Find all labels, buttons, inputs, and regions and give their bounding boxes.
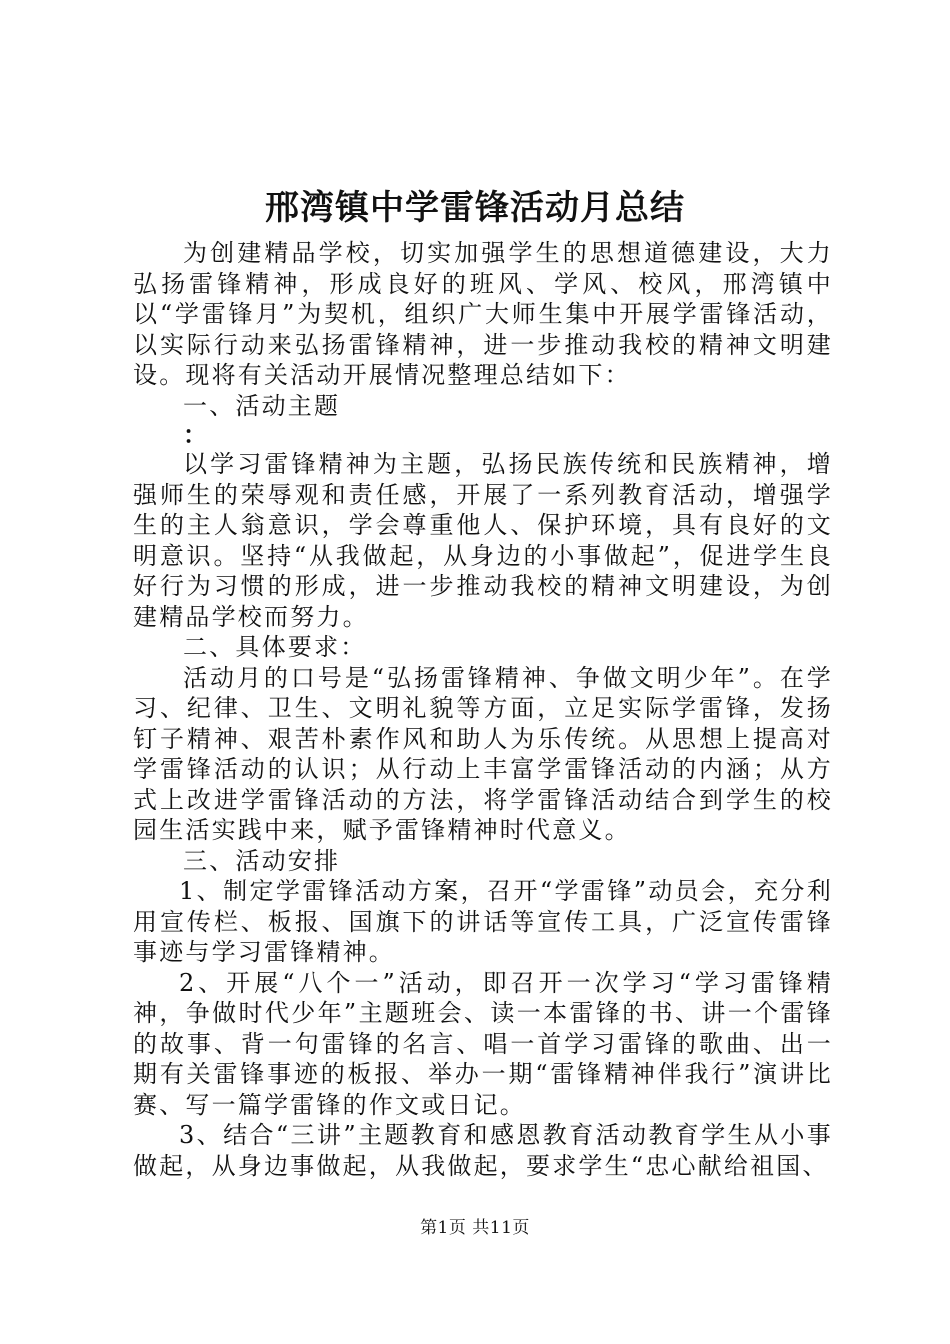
requirements-paragraph: 活动月的口号是“弘扬雷锋精神、争做文明少年”。在学习、纪律、卫生、文明礼貌等方面，立足实际学雷锋，发扬钉子精神、艰苦朴素作风和助人为乐传统。从思想上提高对学雷锋活动的认识；从行动上丰富学雷锋活动的内涵；从方式上改进学雷锋活动的方法，将学雷锋活动结合到学生的校园生活实践中来，赋予雷锋精神时代意义。 <box>133 663 833 844</box>
section-heading-arrangement: 三、活动安排 <box>183 846 341 875</box>
section-heading-theme: 一、活动主题 <box>183 391 341 420</box>
page-number-footer: 第1页 共11页 <box>420 1218 530 1238</box>
section-heading-colon: ： <box>183 420 207 449</box>
section-heading-requirements: 二、具体要求： <box>183 633 367 661</box>
intro-paragraph: 为创建精品学校，切实加强学生的思想道德建设，大力弘扬雷锋精神，形成良好的班风、学风、校风，邢湾镇中以“学雷锋月”为契机，组织广大师生集中开展学雷锋活动，以实际行动来弘扬雷锋精神，进一步推动我校的精神文明建设。现将有关活动开展情况整理总结如下： <box>133 239 833 389</box>
arrangement-item-1: 1、制定学雷锋活动方案，召开“学雷锋”动员会，充分利用宣传栏、板报、国旗下的讲话等宣传工具，广泛宣传雷锋事迹与学习雷锋精神。 <box>133 877 833 966</box>
document-body <box>133 238 833 1181</box>
theme-paragraph: 以学习雷锋精神为主题，弘扬民族传统和民族精神，增强师生的荣辱观和责任感，开展了一系列教育活动，增强学生的主人翁意识，学会尊重他人、保护环境，具有良好的文明意识。坚持“从我做起，从身边的小事做起”，促进学生良好行为习惯的形成，进一步推动我校的精神文明建设，为创建精品学校而努力。 <box>133 450 833 631</box>
arrangement-item-3: 3、结合“三讲”主题教育和感恩教育活动教育学生从小事做起，从身边事做起，从我做起，要求学生“忠心献给祖国、 <box>133 1121 833 1180</box>
document-title: 邢湾镇中学雷锋活动月总结 <box>265 188 685 228</box>
arrangement-item-2: 2、开展“八个一”活动，即召开一次学习“学习雷锋精神，争做时代少年”主题班会、读一本雷锋的书、讲一个雷锋的故事、背一句雷锋的名言、唱一首学习雷锋的歌曲、出一期有关雷锋事迹的板报、举办一期“雷锋精神伴我行”演讲比赛、写一篇学雷锋的作文或日记。 <box>133 968 833 1119</box>
